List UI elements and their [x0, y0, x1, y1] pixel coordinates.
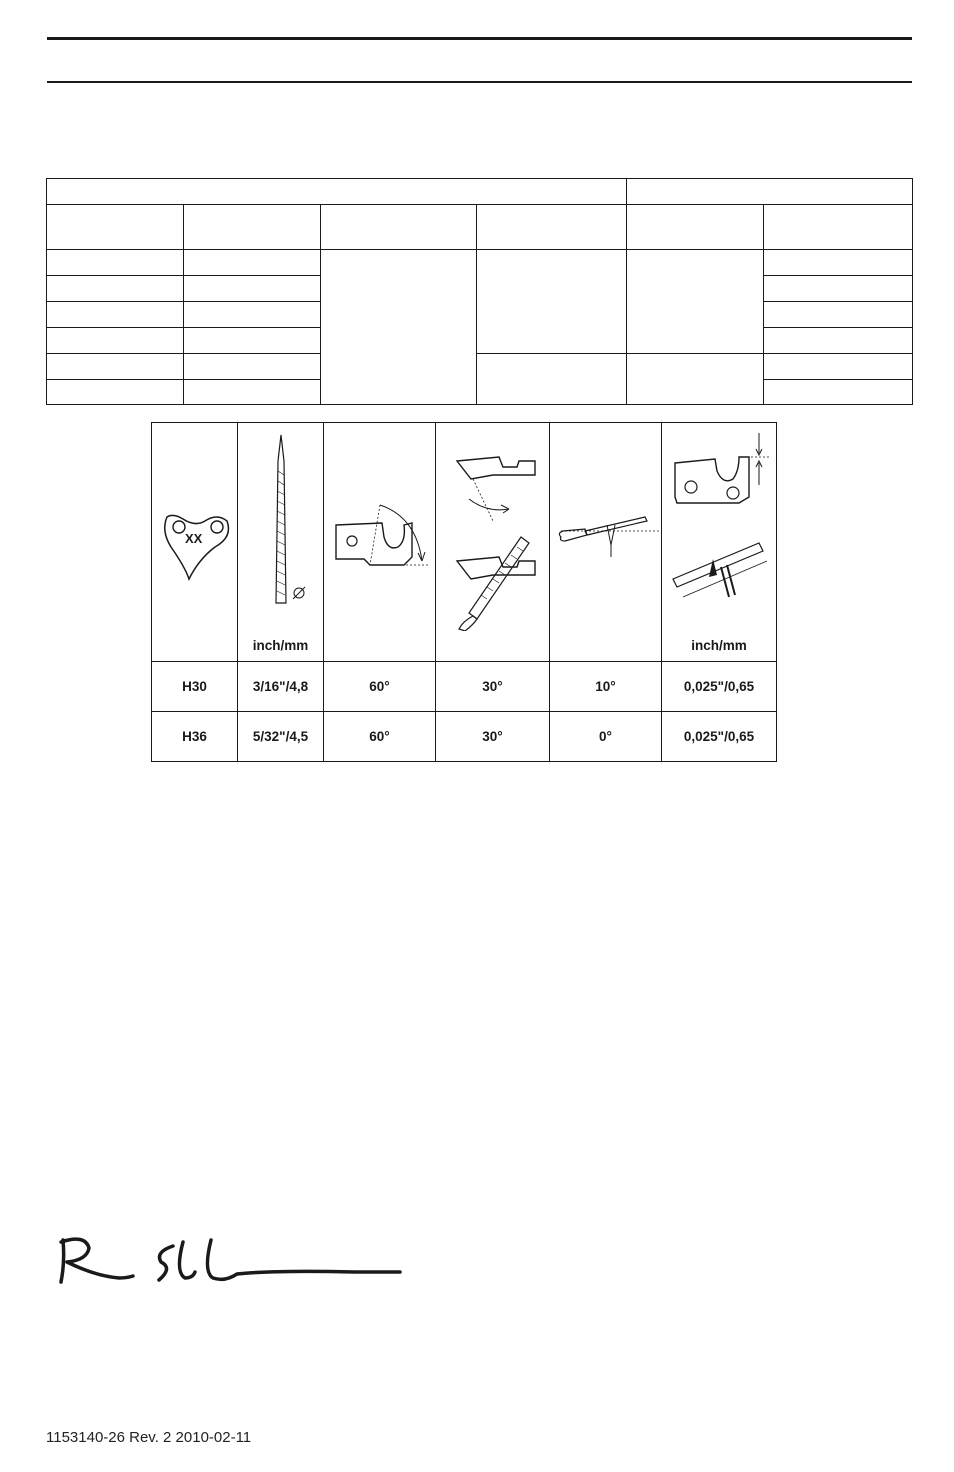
signature [55, 1232, 405, 1292]
top-plate-angle-value: 60° [324, 662, 436, 712]
spec-cell [184, 250, 321, 276]
round-file-icon [251, 431, 311, 611]
cutting-angle-cell [436, 423, 550, 662]
spec-cell [47, 380, 184, 405]
spec-merged-cell [477, 250, 627, 354]
spec-merged-cell [627, 250, 764, 354]
depth-gauge-value: 0,025"/0,65 [662, 662, 777, 712]
spec-col-header [764, 205, 913, 250]
spec-merged-cell [477, 354, 627, 405]
file-diameter-value: 5/32"/4,5 [238, 712, 324, 762]
top-plate-angle-icon [330, 495, 430, 585]
top-plate-angle-cell [324, 423, 436, 662]
spec-cell [184, 354, 321, 380]
file-diameter-cell [238, 423, 324, 662]
spec-col-header [477, 205, 627, 250]
file-tilt-cell [550, 423, 662, 662]
sharpening-table [151, 422, 777, 762]
spec-cell [764, 328, 913, 354]
spec-cell [184, 276, 321, 302]
file-diameter-value: 3/16"/4,8 [238, 662, 324, 712]
spec-cell [47, 276, 184, 302]
spec-cell [184, 328, 321, 354]
spec-merged-cell [627, 354, 764, 405]
spec-cell [184, 380, 321, 405]
cutting-angle-value: 30° [436, 712, 550, 762]
spec-cell [47, 250, 184, 276]
table-row [152, 662, 777, 712]
chain-marking-text: XX [184, 531, 202, 546]
spec-col-header [321, 205, 477, 250]
spec-cell [764, 250, 913, 276]
spec-table [46, 178, 913, 405]
file-tilt-value: 10° [550, 662, 662, 712]
spec-cell [764, 276, 913, 302]
file-diameter-unit: inch/mm [252, 638, 309, 653]
spec-cell [764, 354, 913, 380]
top-plate-angle-value: 60° [324, 712, 436, 762]
spec-col-header [47, 205, 184, 250]
drive-link-marking-icon [155, 507, 235, 587]
cutting-angle-value: 30° [436, 662, 550, 712]
spec-cell [47, 354, 184, 380]
chain-marking-cell [152, 423, 238, 662]
table-row [152, 712, 777, 762]
spec-header-group-2 [627, 179, 913, 205]
chain-cell: H36 [152, 712, 238, 762]
spec-cell [764, 302, 913, 328]
file-tilt-value: 0° [550, 712, 662, 762]
depth-gauge-icon [663, 429, 775, 609]
depth-gauge-value: 0,025"/0,65 [662, 712, 777, 762]
spec-col-header [184, 205, 321, 250]
chain-cell: H30 [152, 662, 238, 712]
spec-col-header [627, 205, 764, 250]
header-rule-bottom [47, 81, 912, 83]
spec-cell [764, 380, 913, 405]
spec-merged-cell [321, 250, 477, 405]
cutting-angle-icon [443, 441, 543, 631]
document-number: 1153140-26 Rev. 2 2010-02-11 [46, 1429, 252, 1446]
spec-header-group-1 [47, 179, 627, 205]
file-tilt-icon [551, 501, 661, 571]
depth-gauge-unit: inch/mm [691, 638, 747, 653]
spec-cell [47, 328, 184, 354]
spec-cell [184, 302, 321, 328]
header-rule-top [47, 37, 912, 40]
depth-gauge-cell [662, 423, 777, 662]
spec-cell [47, 302, 184, 328]
